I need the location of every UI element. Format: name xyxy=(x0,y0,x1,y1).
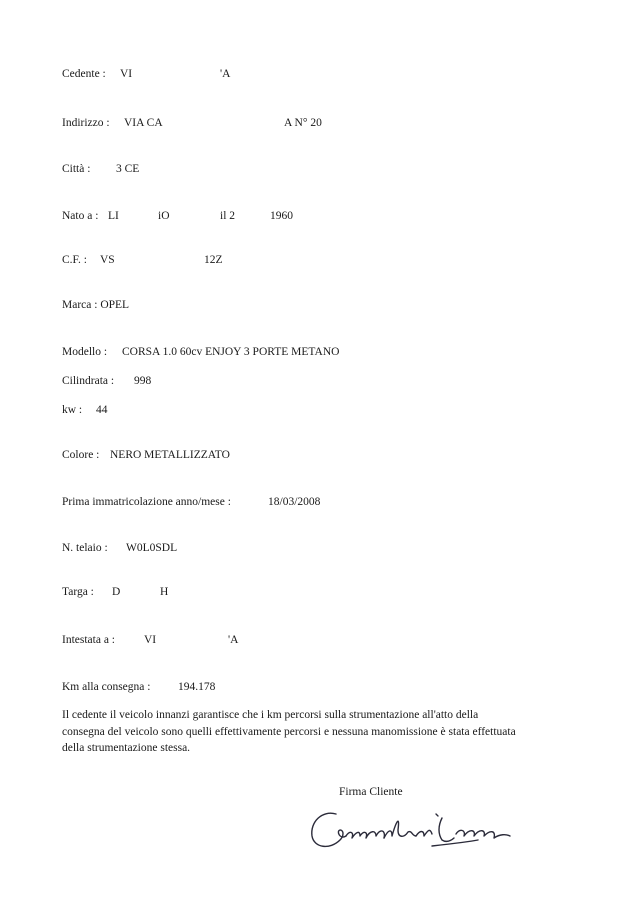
value-telaio: W0L0SDL xyxy=(126,542,178,554)
label-telaio: N. telaio : xyxy=(62,542,108,554)
label-nato: Nato a : xyxy=(62,210,99,222)
label-immatricolazione: Prima immatricolazione anno/mese : xyxy=(62,496,231,508)
value-intestata-1: VI xyxy=(144,634,157,646)
value-cedente-1: VI xyxy=(120,68,133,80)
value-nato-2: iO xyxy=(158,210,170,222)
handwritten-signature xyxy=(300,800,530,860)
label-cilindrata: Cilindrata : xyxy=(62,375,115,387)
label-cf: C.F. : xyxy=(62,254,87,266)
value-colore: NERO METALLIZZATO xyxy=(110,449,230,461)
value-cf-2: 12Z xyxy=(204,254,223,266)
value-cedente-2: 'A xyxy=(220,68,231,80)
value-nato-3: il 2 xyxy=(220,210,236,222)
value-cf-1: VS xyxy=(100,254,115,266)
value-immatricolazione: 18/03/2008 xyxy=(268,496,321,508)
value-km: 194.178 xyxy=(178,681,216,693)
value-nato-4: 1960 xyxy=(270,210,293,222)
value-targa-1: D xyxy=(112,586,121,598)
value-targa-2: H xyxy=(160,586,169,598)
value-cilindrata: 998 xyxy=(134,375,152,387)
label-kw: kw : xyxy=(62,404,83,416)
label-indirizzo: Indirizzo : xyxy=(62,117,110,129)
value-indirizzo-2: A N° 20 xyxy=(284,117,322,129)
label-targa: Targa : xyxy=(62,586,94,598)
value-indirizzo-1: VIA CA xyxy=(124,117,163,129)
value-intestata-2: 'A xyxy=(228,634,239,646)
label-modello: Modello : xyxy=(62,346,108,358)
label-cedente: Cedente : xyxy=(62,68,106,80)
value-nato-1: LI xyxy=(108,210,119,222)
label-citta: Città : xyxy=(62,163,91,175)
signature-label: Firma Cliente xyxy=(339,786,403,798)
value-modello: CORSA 1.0 60cv ENJOY 3 PORTE METANO xyxy=(122,346,340,358)
declaration-line: Il cedente il veicolo innanzi garantisce che i km percorsi sulla strumentazione all'atto della xyxy=(62,709,479,721)
value-citta: 3 CE xyxy=(116,163,140,175)
label-km: Km alla consegna : xyxy=(62,681,151,693)
label-intestata: Intestata a : xyxy=(62,634,116,646)
label-colore: Colore : xyxy=(62,449,100,461)
declaration-paragraph xyxy=(62,707,597,757)
declaration-line: della strumentazione stessa. xyxy=(62,742,191,754)
label-marca: Marca : OPEL xyxy=(62,299,130,311)
value-kw: 44 xyxy=(96,404,108,416)
declaration-line: consegna del veicolo sono quelli effettivamente percorsi e nessuna manomissione è stata effettuata xyxy=(62,725,516,738)
